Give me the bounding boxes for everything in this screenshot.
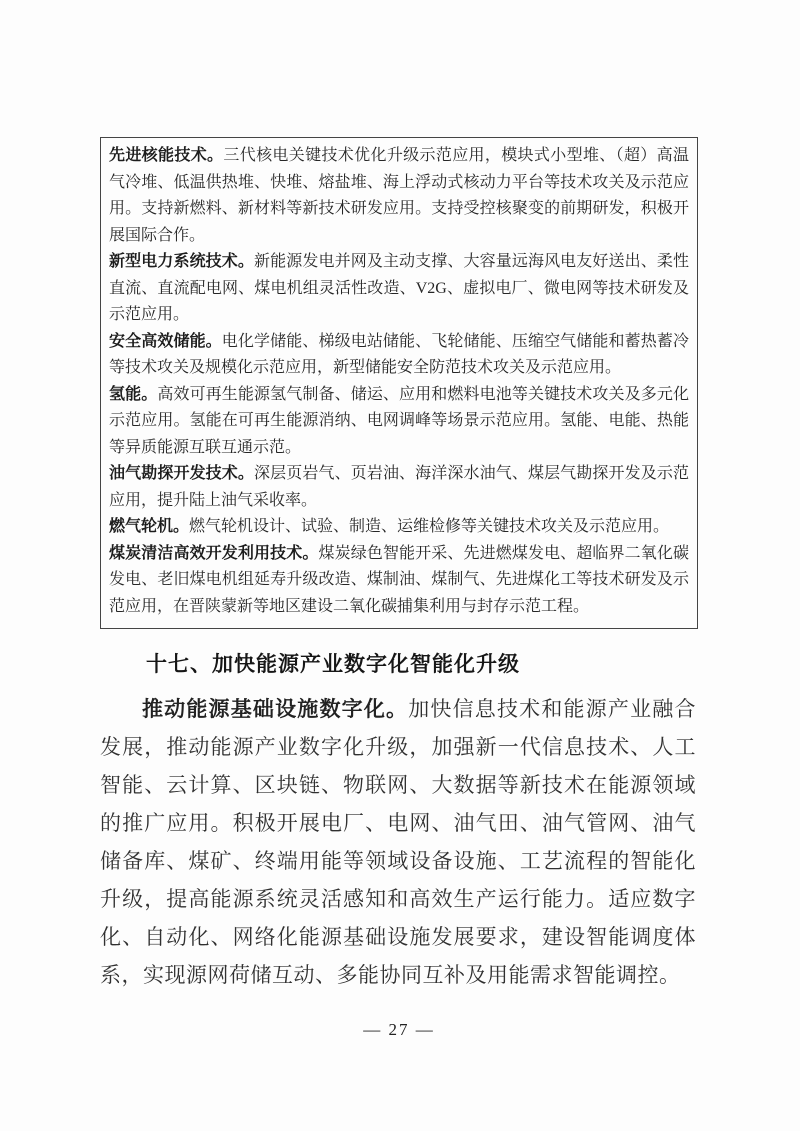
tech-body: 三代核电关键技术优化升级示范应用，模块式小型堆、（超）高温气冷堆、低温供热堆、快堆、熔盐堆、海上浮动式核动力平台等技术攻关及示范应用。支持新燃料、新材料等新技术研发应用。支持受控核聚变的前期研发，积极开展国际合作。 <box>109 147 689 244</box>
paragraph-body-text: 加快信息技术和能源产业融合发展，推动能源产业数字化升级，加强新一代信息技术、人工智能、云计算、区块链、物联网、大数据等新技术在能源领域的推广应用。积极开展电厂、电网、油气田、油气管网、油气储备库、煤矿、终端用能等领域设备设施、工艺流程的智能化升级，提高能源系统灵活感知和高效生产运行能力。适应数字化、自动化、网络化能源基础设施发展要求，建设智能调度体系，实现源网荷储互动、多能协同互补及用能需求智能调控。 <box>100 697 696 987</box>
tech-paragraph-oil-gas-exploration <box>109 461 689 514</box>
paragraph-lead-phrase: 推动能源基础设施数字化。 <box>142 697 409 721</box>
section-paragraph <box>100 690 696 994</box>
tech-term: 安全高效储能。 <box>109 332 222 350</box>
tech-term: 氢能。 <box>109 385 158 403</box>
tech-term: 油气勘探开发技术。 <box>109 465 255 482</box>
tech-body: 煤炭绿色智能开采、先进燃煤发电、超临界二氧化碳发电、老旧煤电机组延寿升级改造、煤制油、煤制气、先进煤化工等技术研发及示范应用，在晋陕蒙新等地区建设二氧化碳捕集利用与封存示范工程。 <box>109 544 689 615</box>
tech-term: 先进核能技术。 <box>109 147 224 164</box>
tech-paragraph-energy-storage <box>109 329 689 382</box>
tech-body: 电化学储能、梯级电站储能、飞轮储能、压缩空气储能和蓄热蓄冷等技术攻关及规模化示范应用，新型储能安全防范技术攻关及示范应用。 <box>109 332 689 376</box>
technology-box <box>100 137 698 629</box>
tech-body: 新能源发电并网及主动支撑、大容量远海风电友好送出、柔性直流、直流配电网、煤电机组灵活性改造、V2G、虚拟电厂、微电网等技术研发及示范应用。 <box>109 253 689 323</box>
tech-paragraph-advanced-nuclear <box>109 143 689 249</box>
tech-paragraph-hydrogen <box>109 382 689 462</box>
tech-paragraph-new-power-system <box>109 249 689 329</box>
tech-paragraph-gas-turbine <box>109 514 689 541</box>
tech-body: 高效可再生能源氢气制备、储运、应用和燃料电池等关键技术攻关及多元化示范应用。氢能在可再生能源消纳、电网调峰等场景示范应用。氢能、电能、热能等异质能源互联互通示范。 <box>109 385 689 456</box>
page-number: — 27 — <box>363 1020 435 1039</box>
tech-term: 燃气轮机。 <box>109 518 190 535</box>
tech-paragraph-clean-coal <box>109 541 689 621</box>
section-heading: 十七、加快能源产业数字化智能化升级 <box>146 653 520 676</box>
tech-body: 燃气轮机设计、试验、制造、运维检修等关键技术攻关及示范应用。 <box>189 518 670 535</box>
tech-body: 深层页岩气、页岩油、海洋深水油气、煤层气勘探开发及示范应用，提升陆上油气采收率。 <box>109 465 689 509</box>
tech-term: 新型电力系统技术。 <box>109 253 255 270</box>
tech-term: 煤炭清洁高效开发利用技术。 <box>109 544 319 562</box>
